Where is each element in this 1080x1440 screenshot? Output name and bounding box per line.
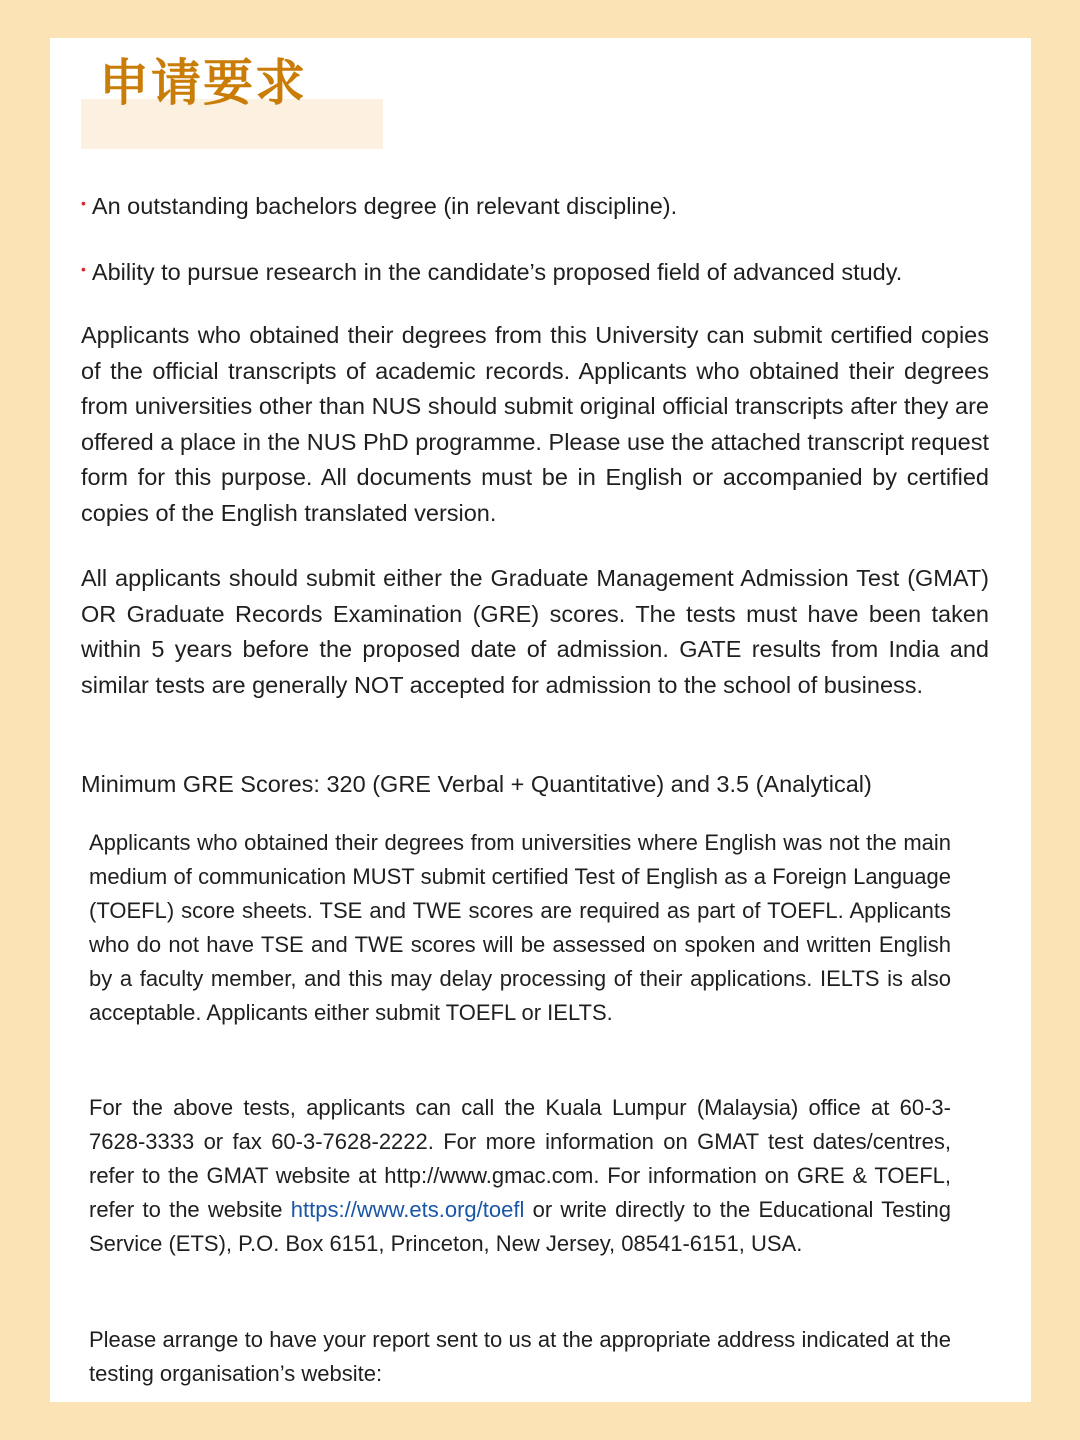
transcripts-paragraph: Applicants who obtained their degrees from this University can submit certified copies of the official transcripts of academic records. Applicants who obtained their degrees from universities other than NUS should submit original official transcripts after they are offered a place in the NUS PhD programme. Please use the attached transcript request form for this purpose. All documents must be in English or accompanied by certified copies of the English translated version. [81,322,989,526]
title-block [81,48,383,140]
ets-link[interactable]: https://www.ets.org/toefl [290,1197,525,1222]
min-gre-paragraph: Minimum GRE Scores: 320 (GRE Verbal + Quantitative) and 3.5 (Analytical) [81,771,872,797]
contact-paragraph [89,1091,951,1261]
report-paragraph: Please arrange to have your report sent to us at the appropriate address indicated at the testing organisation’s website: [89,1327,951,1386]
bullet-item [81,186,677,225]
bullet-dot-icon: • [81,261,86,277]
document-card [50,38,1031,1402]
bullet-item [81,252,902,291]
page-title: 申请要求 [99,54,307,112]
contact-text: For the above tests, applicants can call the Kuala Lumpur (Malaysia) office at 60-3-7628-3333 or fax 60-3-7628-2222. For more information on GMAT test dates/centres, refer to the GMAT website at http://www.gmac.com. For information on GRE & TOEFL, refer to the website [89,1095,951,1222]
bullet-text: Ability to pursue research in the candidate’s proposed field of advanced study. [91,259,903,285]
bullet-dot-icon: • [81,195,86,211]
english-requirement-paragraph: Applicants who obtained their degrees from universities where English was not the main medium of communication MUST submit certified Test of English as a Foreign Language (TOEFL) score sheets. TSE and TWE scores are required as part of TOEFL. Applicants who do not have TSE and TWE scores will be assessed on spoken and written English by a faculty member, and this may delay processing of their applications. IELTS is also acceptable. Applicants either submit TOEFL or IELTS. [89,830,951,1025]
gmat-gre-paragraph: All applicants should submit either the Graduate Management Admission Test (GMAT) OR Graduate Records Examination (GRE) scores. The tests must have been taken within 5 years before the proposed date of admission. GATE results from India and similar tests are generally NOT accepted for admission to the school of business. [81,565,989,698]
bullet-text: An outstanding bachelors degree (in relevant discipline). [91,193,678,219]
contact-text-end: or write directly to the Educational Testing Service (ETS), P.O. Box 6151, Princeton, New Jersey, 08541-6151, USA. [89,1197,951,1256]
